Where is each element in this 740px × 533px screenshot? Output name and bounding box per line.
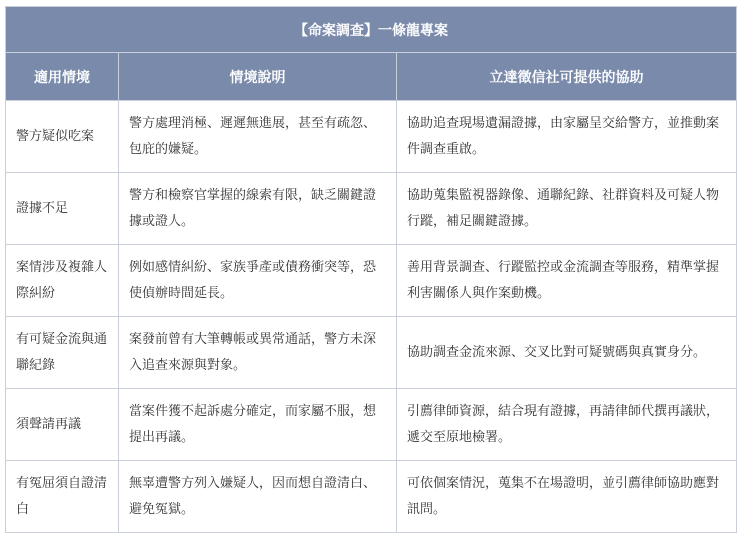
description-cell: 例如感情糾紛、家族爭產或債務衝突等，恐使偵辦時間延長。	[119, 245, 397, 317]
assistance-cell: 協助蒐集監視器錄像、通聯紀錄、社群資料及可疑人物行蹤，補足關鍵證據。	[397, 173, 737, 245]
table-title: 【命案調查】一條龍專案	[6, 7, 737, 53]
assistance-cell: 協助調查金流來源、交叉比對可疑號碼與真實身分。	[397, 317, 737, 389]
situation-cell: 有冤屈須自證清白	[6, 461, 119, 533]
assistance-cell: 協助追查現場遺漏證據，由家屬呈交給警方，並推動案件調查重啟。	[397, 101, 737, 173]
description-cell: 當案件獲不起訴處分確定，而家屬不服，想提出再議。	[119, 389, 397, 461]
table-row	[6, 101, 737, 173]
situation-cell: 有可疑金流與通聯紀錄	[6, 317, 119, 389]
description-cell: 警方處理消極、遲遲無進展，甚至有疏忽、包庇的嫌疑。	[119, 101, 397, 173]
situation-cell: 證據不足	[6, 173, 119, 245]
table-row	[6, 317, 737, 389]
header-situation: 適用情境	[6, 53, 119, 101]
table-header-row	[6, 53, 737, 101]
description-cell: 無辜遭警方列入嫌疑人，因而想自證清白、避免冤獄。	[119, 461, 397, 533]
situation-cell: 警方疑似吃案	[6, 101, 119, 173]
table-title-row	[6, 7, 737, 53]
situation-cell: 案情涉及複雜人際糾紛	[6, 245, 119, 317]
service-table	[5, 6, 737, 533]
header-assistance: 立達徵信社可提供的協助	[397, 53, 737, 101]
table-row	[6, 461, 737, 533]
assistance-cell: 引薦律師資源，結合現有證據，再請律師代撰再議狀，遞交至原地檢署。	[397, 389, 737, 461]
description-cell: 案發前曾有大筆轉帳或異常通話，警方未深入追查來源與對象。	[119, 317, 397, 389]
header-description: 情境說明	[119, 53, 397, 101]
table-row	[6, 173, 737, 245]
table-row	[6, 245, 737, 317]
description-cell: 警方和檢察官掌握的線索有限，缺乏關鍵證據或證人。	[119, 173, 397, 245]
table-row	[6, 389, 737, 461]
assistance-cell: 可依個案情況，蒐集不在場證明，並引薦律師協助應對訊問。	[397, 461, 737, 533]
situation-cell: 須聲請再議	[6, 389, 119, 461]
assistance-cell: 善用背景調查、行蹤監控或金流調查等服務，精準掌握利害關係人與作案動機。	[397, 245, 737, 317]
